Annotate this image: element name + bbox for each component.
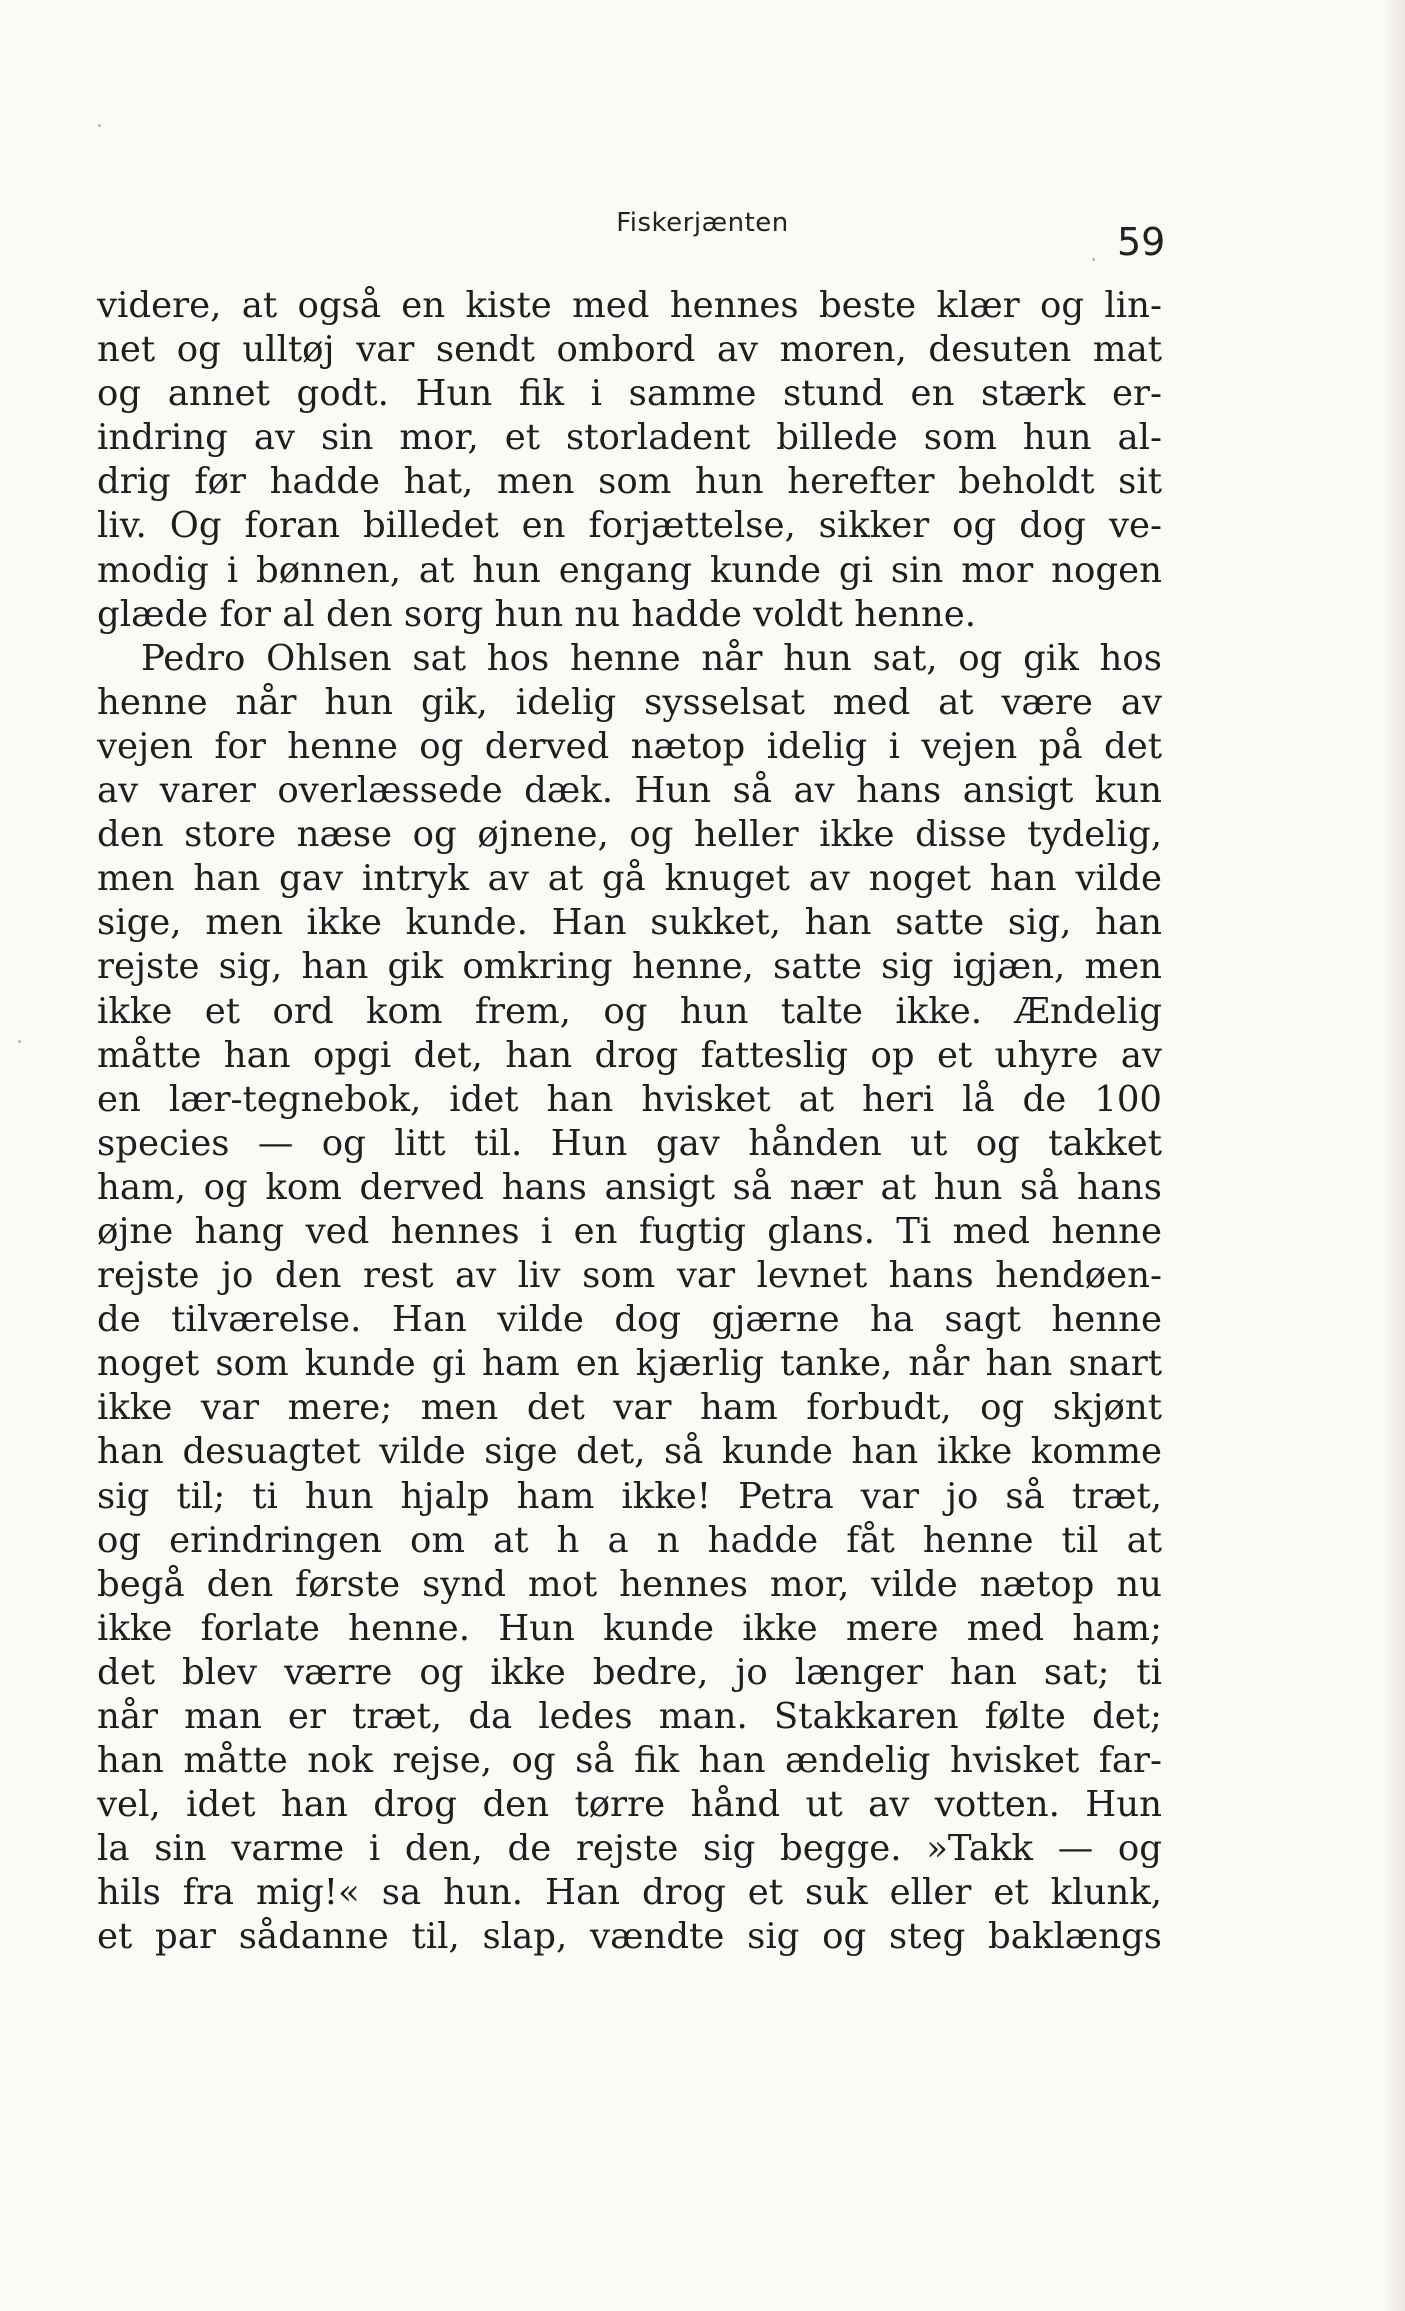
text-line: den store næse og øjnene, og heller ikke disse tydelig,	[97, 814, 1162, 856]
text-line: når man er træt, da ledes man. Stakkaren følte det;	[97, 1696, 1162, 1737]
paper-speck	[98, 124, 101, 127]
text-line: indring av sin mor, et storladent billede som hun al-	[97, 417, 1162, 459]
text-line: men han gav intryk av at gå knuget av noget han vilde	[97, 858, 1162, 900]
text-line: rejste jo den rest av liv som var levnet hans hendøen-	[97, 1255, 1162, 1297]
text-line: ikke forlate henne. Hun kunde ikke mere med ham;	[97, 1607, 1162, 1649]
text-line: måtte han opgi det, han drog fatteslig op et uhyre av	[97, 1034, 1162, 1076]
text-line: henne når hun gik, idelig sysselsat med at være av	[97, 681, 1162, 723]
page-number: 59	[1117, 220, 1166, 264]
text-line: vejen for henne og derved nætop idelig i vejen på det	[97, 725, 1162, 767]
paper-speck	[1092, 258, 1095, 261]
text-line: ham, og kom derved hans ansigt så nær at hun så hans	[97, 1166, 1162, 1208]
text-line: noget som kunde gi ham en kjærlig tanke, når han snart	[97, 1343, 1162, 1385]
page-edge-shadow	[1383, 0, 1405, 2311]
text-line: og erindringen om at h a n hadde fåt henne til at	[97, 1519, 1162, 1561]
text-line: modig i bønnen, at hun engang kunde gi sin mor nogen	[97, 549, 1162, 591]
text-line: glæde for al den sorg hun nu hadde voldt henne.	[97, 593, 977, 635]
text-line: øjne hang ved hennes i en fugtig glans. Ti med henne	[97, 1210, 1162, 1252]
text-line: la sin varme i den, de rejste sig begge. »Takk — og	[97, 1828, 1162, 1870]
text-line: ikke et ord kom frem, og hun talte ikke. Ændelig	[97, 990, 1162, 1032]
text-line: begå den første synd mot hennes mor, vilde nætop nu	[97, 1563, 1162, 1605]
text-line: net og ulltøj var sendt ombord av moren, desuten mat	[97, 329, 1162, 371]
text-line: av varer overlæssede dæk. Hun så av hans ansigt kun	[97, 770, 1162, 812]
text-line: species — og litt til. Hun gav hånden ut og takket	[97, 1122, 1162, 1164]
text-line: han måtte nok rejse, og så fik han ændelig hvisket far-	[97, 1740, 1162, 1782]
text-line: sige, men ikke kunde. Han sukket, han satte sig, han	[97, 902, 1162, 944]
paper-speck	[18, 1040, 21, 1043]
text-line: han desuagtet vilde sige det, så kunde han ikke komme	[97, 1431, 1162, 1473]
text-line: det blev værre og ikke bedre, jo længer han sat; ti	[97, 1651, 1162, 1693]
body-text	[97, 284, 1162, 1960]
text-line: de tilværelse. Han vilde dog gjærne ha sagt henne	[97, 1299, 1162, 1341]
text-line: liv. Og foran billedet en forjættelse, sikker og dog ve-	[97, 505, 1162, 547]
running-title: Fiskerjænten	[616, 208, 789, 238]
text-line: rejste sig, han gik omkring henne, satte sig igjæn, men	[97, 946, 1162, 988]
paragraph-start-line: Pedro Ohlsen sat hos henne når hun sat, og gik hos	[141, 637, 1162, 679]
text-line: en lær-tegnebok, idet han hvisket at heri lå de 100	[97, 1078, 1162, 1120]
text-line: ikke var mere; men det var ham forbudt, og skjønt	[97, 1387, 1162, 1429]
text-line: et par sådanne til, slap, vændte sig og steg baklængs	[97, 1916, 1162, 1958]
text-line: og annet godt. Hun fik i samme stund en stærk er-	[97, 373, 1162, 415]
text-line: videre, at også en kiste med hennes beste klær og lin-	[97, 285, 1162, 326]
text-line: hils fra mig!« sa hun. Han drog et suk eller et klunk,	[97, 1872, 1162, 1914]
text-line: sig til; ti hun hjalp ham ikke! Petra var jo så træt,	[97, 1475, 1162, 1517]
text-line: vel, idet han drog den tørre hånd ut av votten. Hun	[97, 1784, 1162, 1826]
text-line: drig før hadde hat, men som hun herefter beholdt sit	[97, 461, 1162, 503]
